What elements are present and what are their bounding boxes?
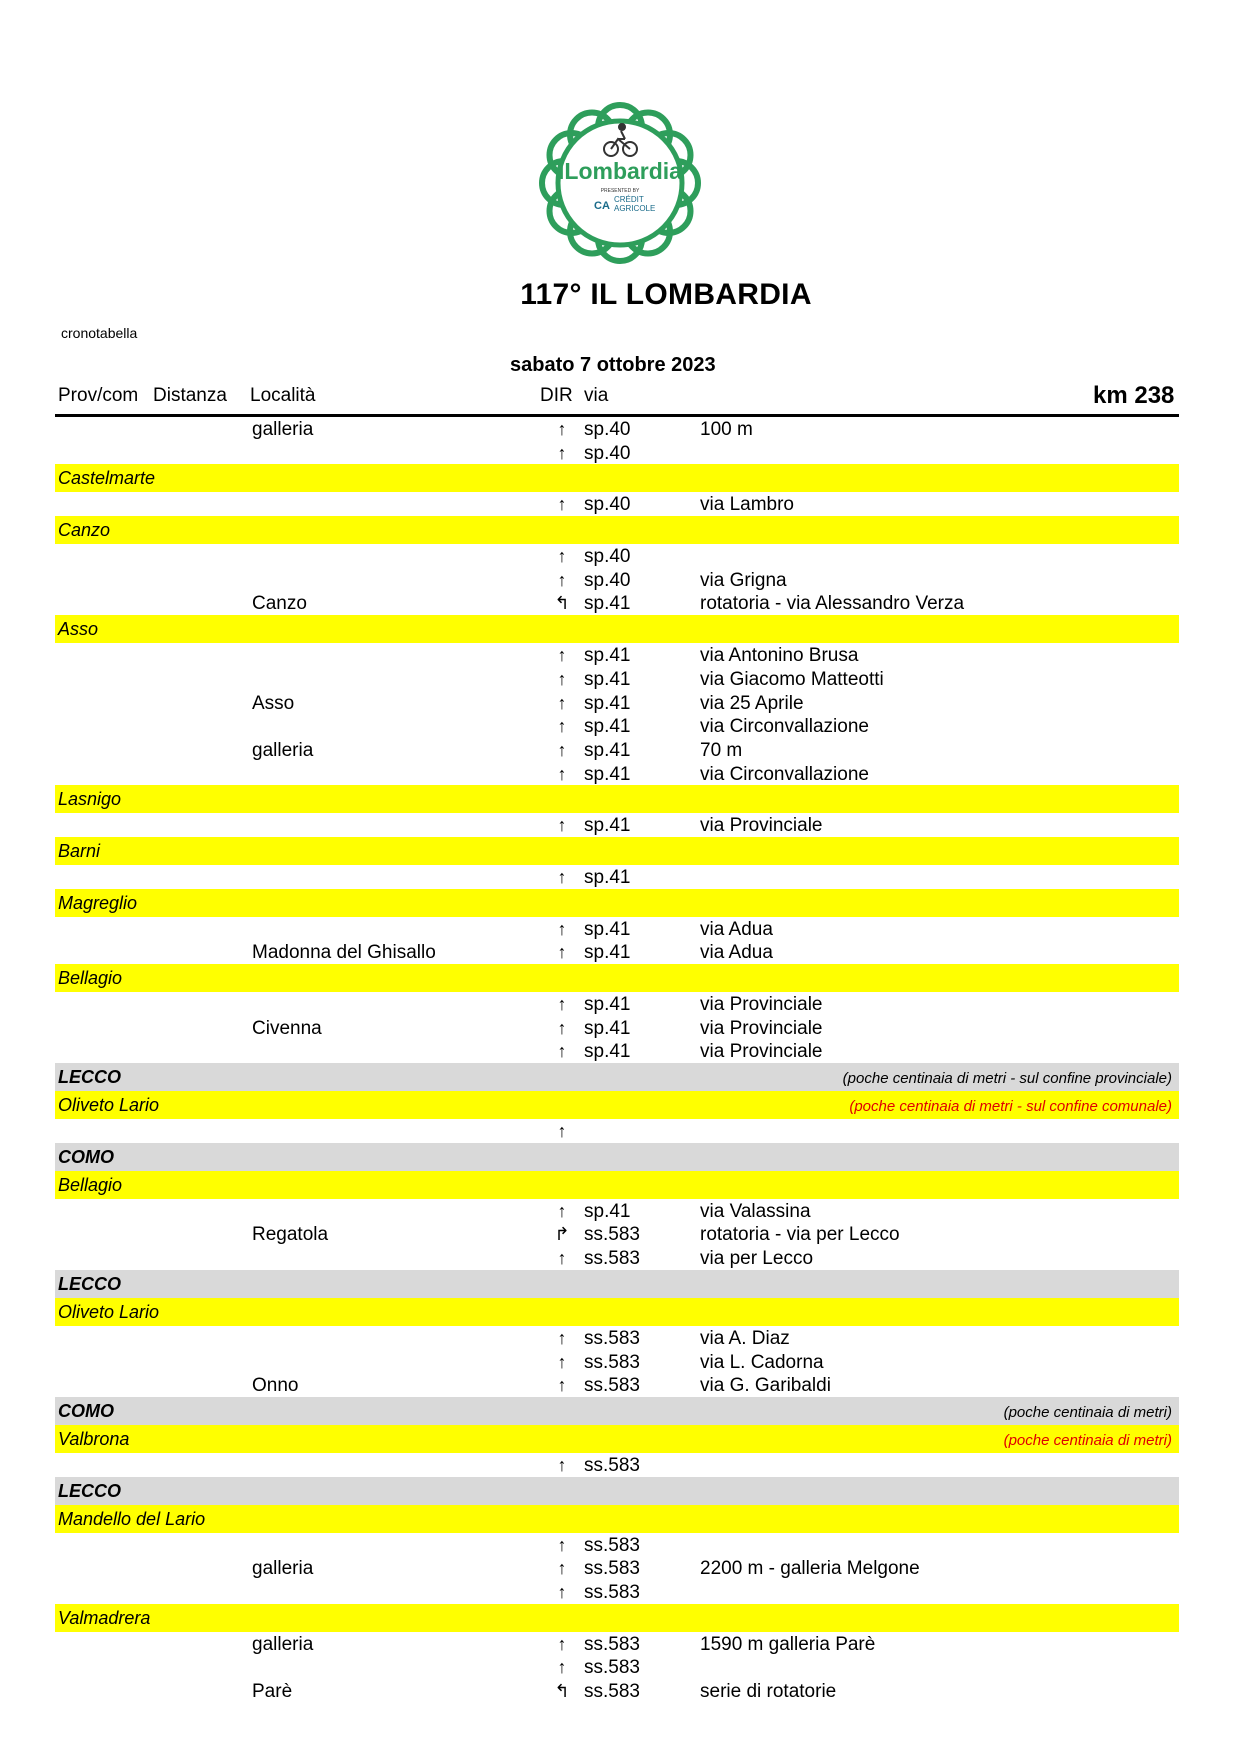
route-row [55, 1222, 1179, 1246]
route-row [55, 992, 1179, 1016]
route-row [55, 1655, 1179, 1679]
route-row [55, 667, 1179, 691]
row-direction-arrow: ↑ [557, 739, 567, 760]
row-direction-arrow: ↑ [557, 1248, 567, 1269]
row-road: sp.40 [584, 569, 631, 591]
row-via-note: 100 m [700, 419, 753, 440]
route-row [55, 738, 1179, 762]
row-direction-arrow: ↑ [557, 442, 567, 463]
row-direction-arrow: ↑ [557, 1327, 567, 1348]
il-lombardia-logo [528, 95, 712, 271]
province-name: COMO [58, 1400, 114, 1421]
row-direction-arrow: ↑ [557, 994, 567, 1014]
row-localita: galleria [252, 739, 314, 761]
row-direction-arrow: ↑ [557, 668, 567, 689]
row-via-note: via L. Cadorna [700, 1351, 824, 1373]
row-road: ss.583 [584, 1224, 640, 1246]
route-row [55, 1632, 1179, 1656]
route-row [55, 544, 1179, 568]
row-direction-arrow: ↑ [557, 1534, 567, 1555]
header-dir: DIR [540, 385, 573, 406]
province-note: (poche centinaia di metri) [1003, 1403, 1172, 1421]
row-road: sp.41 [584, 763, 631, 785]
province-note: (poche centinaia di metri - sul confine provinciale) [842, 1070, 1172, 1088]
row-road: ss.583 [584, 1248, 640, 1270]
row-direction-arrow: ↑ [557, 918, 567, 939]
row-road: sp.40 [584, 442, 631, 464]
route-row [55, 492, 1179, 516]
row-road: sp.41 [584, 1017, 631, 1039]
row-via-note: via Provinciale [700, 994, 823, 1015]
row-via-note: via Giacomo Matteotti [700, 668, 884, 690]
comune-row [55, 1604, 1179, 1632]
comune-row [55, 889, 1179, 917]
comune-row [55, 464, 1179, 492]
row-localita: galleria [252, 1558, 314, 1580]
route-row [55, 691, 1179, 715]
route-row [55, 1326, 1179, 1350]
row-via-note: via Provinciale [700, 1041, 823, 1063]
comune-name: Bellagio [58, 968, 123, 988]
logo-sponsor-line2: AGRICOLE [614, 204, 656, 213]
route-row [55, 1016, 1179, 1040]
comune-row [55, 785, 1179, 813]
row-via-note: via Provinciale [700, 815, 823, 837]
route-row [55, 568, 1179, 592]
comune-name: Valmadrera [58, 1607, 151, 1628]
row-road: sp.41 [584, 593, 631, 615]
row-road: ss.583 [584, 1454, 640, 1476]
row-road: sp.41 [584, 692, 631, 714]
logo-sponsor-line1: CRÉDIT [614, 195, 644, 204]
row-localita: Regatola [252, 1224, 329, 1246]
row-direction-arrow: ↑ [557, 1558, 567, 1579]
row-via-note: via Adua [700, 942, 773, 964]
row-via-note: via Grigna [700, 569, 787, 591]
row-via-note: via Lambro [700, 494, 794, 516]
comune-name: Valbrona [58, 1428, 130, 1449]
row-road: ss.583 [584, 1327, 640, 1349]
province-name: LECCO [58, 1480, 121, 1501]
comune-name: Lasnigo [58, 789, 122, 810]
comune-name: Asso [58, 619, 99, 640]
row-road: ss.583 [584, 1558, 640, 1580]
row-direction-arrow: ↑ [557, 942, 567, 963]
row-road: sp.41 [584, 668, 631, 690]
row-direction-arrow: ↑ [557, 1121, 567, 1142]
row-road: sp.41 [584, 815, 631, 837]
row-road: sp.40 [584, 419, 631, 440]
row-via-note: via Circonvallazione [700, 716, 869, 738]
comune-row [55, 516, 1179, 544]
route-row [55, 762, 1179, 786]
route-row [55, 940, 1179, 964]
row-road: sp.41 [584, 716, 631, 738]
comune-name: Magreglio [58, 892, 138, 913]
row-road: sp.41 [584, 942, 631, 964]
header-total-km: km 238 [1093, 382, 1175, 409]
race-date: sabato 7 ottobre 2023 [510, 354, 716, 376]
row-direction-arrow: ↑ [557, 494, 567, 515]
route-row [55, 1246, 1179, 1270]
row-via-note: via Provinciale [700, 1017, 823, 1039]
route-row [55, 1199, 1179, 1223]
row-direction-arrow: ↑ [557, 546, 567, 567]
row-direction-arrow: ↑ [557, 1200, 567, 1221]
row-direction-arrow: ↑ [557, 419, 567, 439]
row-localita: Asso [252, 692, 295, 714]
route-row [55, 1350, 1179, 1374]
row-direction-arrow: ↰ [554, 1681, 570, 1701]
header-localita: Località [250, 385, 316, 406]
row-road: ss.583 [584, 1375, 640, 1397]
province-row [55, 1143, 1179, 1171]
row-road: sp.41 [584, 739, 631, 761]
row-road: ss.583 [584, 1681, 640, 1702]
route-row [55, 1453, 1179, 1477]
route-row [55, 591, 1179, 615]
header-distanza: Distanza [153, 385, 227, 406]
comune-name: Canzo [58, 520, 111, 541]
row-via-note: via 25 Aprile [700, 692, 804, 714]
document-subtitle: cronotabella [61, 325, 138, 341]
logo-presented-by: PRESENTED BY [600, 188, 640, 194]
row-direction-arrow: ↑ [557, 1633, 567, 1654]
row-localita: galleria [252, 419, 314, 440]
row-direction-arrow: ↱ [554, 1224, 570, 1245]
comune-name: Castelmarte [58, 468, 156, 489]
row-direction-arrow: ↑ [557, 569, 567, 590]
header-via: via [584, 385, 609, 406]
row-direction-arrow: ↑ [557, 1041, 567, 1062]
row-road: ss.583 [584, 1581, 640, 1603]
row-via-note: via Adua [700, 918, 773, 940]
comune-name: Barni [58, 840, 101, 861]
comune-row [55, 1425, 1179, 1453]
route-row [55, 441, 1179, 465]
route-row [55, 865, 1179, 889]
row-road: sp.41 [584, 645, 631, 667]
row-localita: Parè [252, 1681, 293, 1702]
row-direction-arrow: ↰ [554, 593, 570, 614]
province-name: LECCO [58, 1273, 121, 1294]
row-road: sp.41 [584, 994, 631, 1015]
comune-row [55, 964, 1179, 992]
province-row [55, 1397, 1179, 1425]
row-direction-arrow: ↑ [557, 815, 567, 836]
route-row [55, 1373, 1179, 1397]
row-localita: Canzo [252, 593, 307, 615]
logo-sponsor-mark: CA [594, 200, 610, 212]
row-via-note: via Valassina [700, 1200, 811, 1222]
row-localita: Madonna del Ghisallo [252, 942, 436, 964]
route-row [55, 1533, 1179, 1557]
row-direction-arrow: ↑ [557, 1351, 567, 1372]
row-via-note: via per Lecco [700, 1248, 814, 1270]
row-via-note: 2200 m - galleria Melgone [700, 1558, 920, 1580]
comune-name: Mandello del Lario [58, 1508, 206, 1529]
row-road: sp.40 [584, 494, 631, 516]
comune-name: Oliveto Lario [58, 1301, 160, 1322]
comune-row [55, 1505, 1179, 1533]
comune-row [55, 837, 1179, 865]
row-localita: Civenna [252, 1017, 322, 1039]
row-direction-arrow: ↑ [557, 692, 567, 713]
row-via-note: rotatoria - via Alessandro Verza [700, 593, 965, 615]
comune-name: Bellagio [58, 1174, 123, 1195]
province-name: COMO [58, 1146, 114, 1167]
route-row [55, 917, 1179, 941]
route-row [55, 417, 1179, 441]
route-row [55, 1580, 1179, 1604]
row-via-note: serie di rotatorie [700, 1681, 837, 1702]
route-row [55, 714, 1179, 738]
row-road: ss.583 [584, 1633, 640, 1655]
row-direction-arrow: ↑ [557, 1657, 567, 1678]
row-via-note: 70 m [700, 739, 743, 761]
province-row [55, 1270, 1179, 1298]
row-via-note: via A. Diaz [700, 1327, 790, 1349]
row-road: ss.583 [584, 1657, 640, 1679]
route-row [55, 1119, 1179, 1143]
row-direction-arrow: ↑ [557, 716, 567, 737]
route-row [55, 1679, 1179, 1703]
row-direction-arrow: ↑ [557, 645, 567, 666]
comune-row [55, 1091, 1179, 1119]
comune-row [55, 1171, 1179, 1199]
comune-row [55, 615, 1179, 643]
route-row [55, 1556, 1179, 1580]
comune-row [55, 1298, 1179, 1326]
route-table [55, 417, 1179, 1703]
row-road: sp.41 [584, 918, 631, 940]
row-road: ss.583 [584, 1534, 640, 1556]
comune-name: Oliveto Lario [58, 1095, 160, 1116]
comune-note: (poche centinaia di metri - sul confine comunale) [849, 1098, 1172, 1116]
row-road: ss.583 [584, 1351, 640, 1373]
row-direction-arrow: ↑ [557, 1581, 567, 1602]
province-row [55, 1477, 1179, 1505]
row-via-note: via G. Garibaldi [700, 1375, 831, 1397]
row-direction-arrow: ↑ [557, 1017, 567, 1038]
row-direction-arrow: ↑ [557, 763, 567, 784]
row-direction-arrow: ↑ [557, 1375, 567, 1396]
row-via-note: via Antonino Brusa [700, 645, 859, 667]
route-row [55, 813, 1179, 837]
row-direction-arrow: ↑ [557, 866, 567, 887]
row-localita: galleria [252, 1633, 314, 1655]
row-localita: Onno [252, 1375, 299, 1397]
route-row [55, 643, 1179, 667]
row-via-note: rotatoria - via per Lecco [700, 1224, 900, 1246]
logo-brand-text: ILombardia [558, 158, 682, 184]
row-road: sp.41 [584, 1200, 631, 1222]
page-title: 117° IL LOMBARDIA [520, 278, 812, 311]
province-row [55, 1063, 1179, 1091]
row-via-note: via Circonvallazione [700, 763, 869, 785]
province-name: LECCO [58, 1067, 121, 1088]
row-road: sp.41 [584, 866, 631, 888]
row-road: sp.41 [584, 1041, 631, 1063]
row-road: sp.40 [584, 546, 631, 568]
route-row [55, 1039, 1179, 1063]
header-prov: Prov/com [58, 385, 139, 406]
row-via-note: 1590 m galleria Parè [700, 1633, 876, 1655]
row-direction-arrow: ↑ [557, 1454, 567, 1475]
comune-note: (poche centinaia di metri) [1003, 1431, 1172, 1449]
